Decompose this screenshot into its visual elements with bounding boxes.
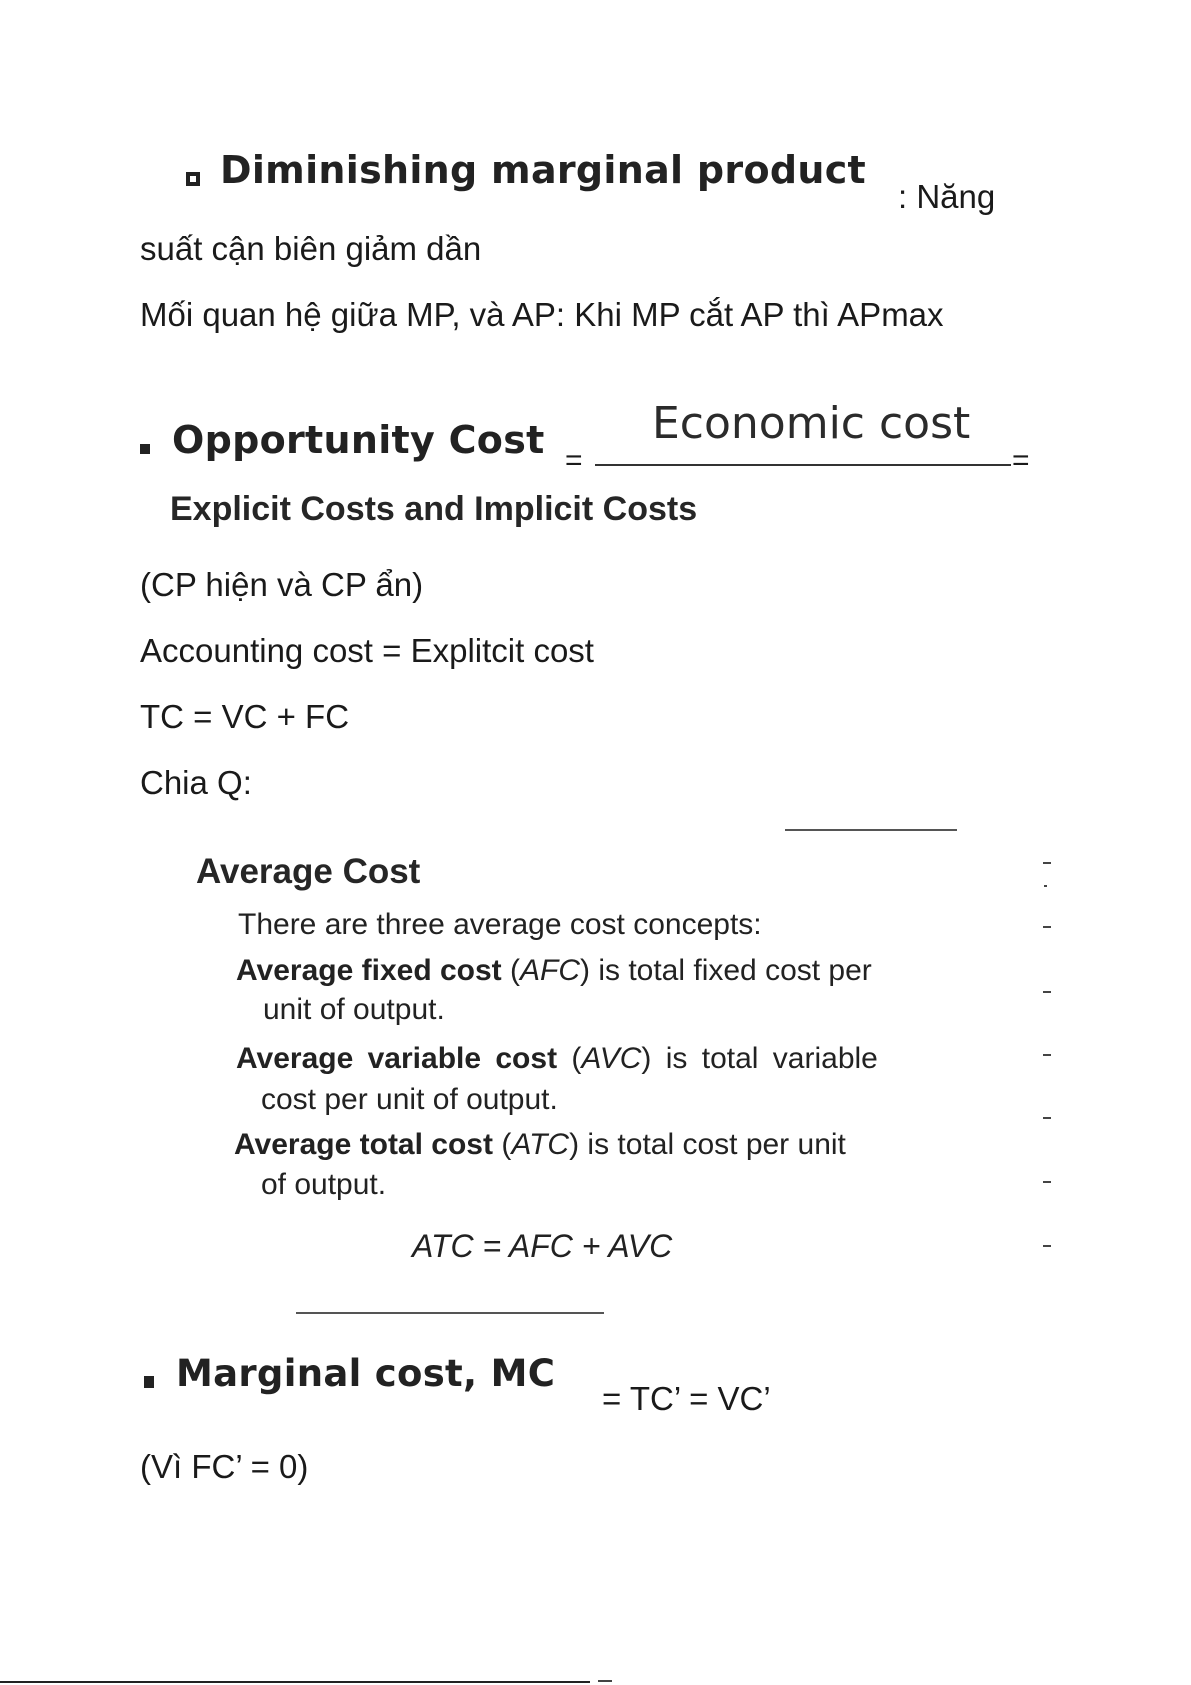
square-bullet-icon bbox=[144, 1376, 154, 1388]
scan-top-line bbox=[785, 829, 957, 831]
average-cost-intro: There are three average cost concepts: bbox=[238, 908, 762, 941]
oc-divide: Chia Q: bbox=[140, 764, 252, 801]
margin-tick bbox=[1043, 1117, 1051, 1119]
oc-note: (CP hiện và CP ẩn) bbox=[140, 566, 424, 603]
oc-eq-right: = bbox=[1012, 444, 1030, 477]
atc-formula: ATC = AFC + AVC bbox=[412, 1228, 673, 1264]
atc-abbr: ATC bbox=[511, 1128, 570, 1161]
avc-def-2: cost per unit of output. bbox=[261, 1083, 558, 1116]
margin-tick bbox=[1043, 862, 1051, 864]
margin-tick bbox=[1044, 885, 1047, 887]
scan-bottom-line bbox=[296, 1312, 604, 1314]
atc-line-1: Average total cost (ATC) is total cost per unit bbox=[234, 1128, 846, 1161]
oc-eq-left: = bbox=[565, 444, 583, 477]
square-bullet-icon bbox=[186, 172, 200, 186]
margin-tick bbox=[1043, 926, 1051, 928]
margin-tick bbox=[1043, 1245, 1051, 1247]
dmp-note-continued: suất cận biên giảm dần bbox=[140, 230, 482, 267]
avc-def-1: is total variable bbox=[665, 1042, 878, 1075]
dmp-heading: Diminishing marginal product bbox=[220, 148, 866, 192]
afc-line-1: Average fixed cost (AFC) is total fixed cost per bbox=[236, 954, 872, 987]
average-cost-heading: Average Cost bbox=[196, 852, 421, 891]
margin-tick bbox=[1043, 991, 1051, 993]
oc-heading: Opportunity Cost bbox=[172, 418, 545, 462]
page-bottom-edge bbox=[598, 1680, 612, 1682]
oc-tc: TC = VC + FC bbox=[140, 698, 350, 735]
afc-def-1: is total fixed cost per bbox=[598, 954, 872, 987]
atc-def-1: is total cost per unit bbox=[587, 1128, 846, 1161]
mc-equation: = TC’ = VC’ bbox=[602, 1380, 771, 1417]
oc-blank-line bbox=[595, 464, 1011, 466]
dmp-note-suffix: : Năng bbox=[898, 178, 996, 215]
page-bottom-edge bbox=[0, 1681, 590, 1683]
oc-subheading: Explicit Costs and Implicit Costs bbox=[170, 490, 698, 528]
oc-heading-row bbox=[140, 418, 545, 462]
mc-note: (Vì FC’ = 0) bbox=[140, 1448, 309, 1485]
afc-abbr: AFC bbox=[520, 954, 580, 987]
atc-term: Average total cost bbox=[234, 1128, 493, 1161]
square-bullet-icon bbox=[140, 444, 150, 454]
avc-abbr: AVC bbox=[581, 1042, 642, 1075]
oc-fill-in: Economic cost bbox=[652, 398, 971, 449]
dmp-heading-row bbox=[186, 148, 866, 192]
afc-term: Average fixed cost bbox=[236, 954, 502, 987]
margin-tick bbox=[1043, 1181, 1051, 1183]
dmp-relation: Mối quan hệ giữa MP, và AP: Khi MP cắt AP thì APmax bbox=[140, 296, 944, 333]
margin-tick bbox=[1043, 1054, 1051, 1056]
atc-def-2: of output. bbox=[261, 1168, 387, 1201]
oc-accounting: Accounting cost = Explitcit cost bbox=[140, 632, 594, 669]
avc-term: Average variable cost bbox=[236, 1042, 558, 1075]
mc-heading: Marginal cost, MC bbox=[176, 1352, 556, 1395]
afc-def-2: unit of output. bbox=[263, 993, 445, 1026]
mc-heading-row bbox=[144, 1352, 555, 1395]
avc-line-1: Average variable cost (AVC) is total variable bbox=[236, 1042, 878, 1075]
